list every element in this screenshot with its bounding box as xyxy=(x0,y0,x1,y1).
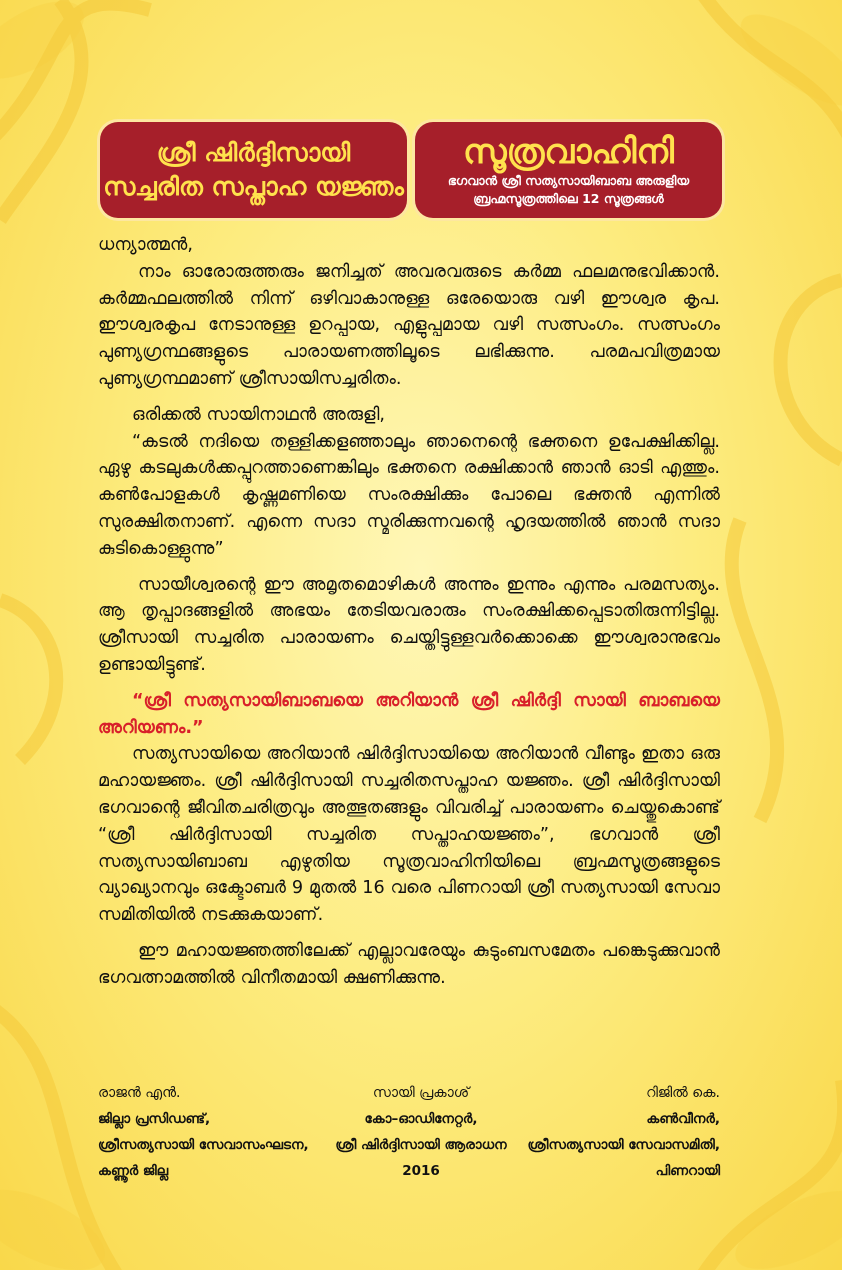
paragraph-sainath-said: ഒരിക്കൽ സായിനാഥൻ അരുളി, xyxy=(132,404,386,425)
event-title-badge xyxy=(100,122,407,218)
signatory-1 xyxy=(98,1080,328,1184)
signatory-name: സായി പ്രകാശ് xyxy=(372,1085,470,1101)
signatory-org: ശ്രീ ഷിർദ്ദിസായി ആരാധന xyxy=(335,1137,507,1153)
signatory-place: കണ്ണൂർ ജില്ല xyxy=(98,1163,169,1179)
signatory-org: ശ്രീസത്യസായി സേവാസംഘടന, xyxy=(98,1137,309,1153)
sutravahini-badge xyxy=(415,122,722,218)
signatory-role: കോ–ഓഡിനേറ്റർ, xyxy=(364,1111,478,1127)
highlight-quote: “ശ്രീ സത്യസായിബാബയെ അറിയാൻ ശ്രീ ഷിർദ്ദി സായി ബാബയെ അറിയണം.” xyxy=(98,690,720,738)
event-title-line1: ശ്രീ ഷിർദ്ദിസായി xyxy=(156,138,351,167)
signatory-role: ജില്ലാ പ്രസിഡണ്ട്, xyxy=(98,1111,211,1127)
signatory-place: പിണറായി xyxy=(655,1163,720,1179)
signatory-place: 2016 xyxy=(402,1163,440,1179)
salutation: ധന്യാത്മൻ, xyxy=(98,235,194,255)
signatory-org: ശ്രീസത്യസായി സേവാസമിതി, xyxy=(527,1137,720,1153)
sutravahini-subtitle-line2: ബ്രഹ്മസൂത്രത്തിലെ 12 സൂത്രങ്ങൾ xyxy=(473,191,664,206)
signatory-3 xyxy=(490,1080,720,1184)
sutravahini-title: സൂത്രവാഹിനി xyxy=(462,132,674,172)
quote-paragraph: “കടൽ നദിയെ തള്ളിക്കളഞ്ഞാലും ഞാനെന്റെ ഭക്തനെ ഉപേക്ഷിക്കില്ല. ഏഴു കടലുകൾക്കപ്പുറത്താണെങ്കിലും ഭക്തനെ രക്ഷിക്കാൻ ഞാൻ ഓടി എത്തും. കൺപോളകൾ കൃഷ്ണമണിയെ സംരക്ഷിക്കും പോലെ ഭക്തൻ എന്നിൽ സുരക്ഷിതനാണ്. എന്നെ സദാ സ്മരിക്കുന്നവന്റെ ഹൃദയത്തിൽ ഞാൻ സദാ കുടികൊള്ളുന്നു” xyxy=(98,431,720,559)
signatory-role: കൺവീനർ, xyxy=(646,1111,720,1127)
sutravahini-subtitle-line1: ഭഗവാൻ ശ്രീ സത്യസായിബാബ അരുളിയ xyxy=(447,173,690,188)
signatory-name: രാജൻ എൻ. xyxy=(98,1085,181,1101)
signatory-name: റിജിൽ കെ. xyxy=(646,1085,720,1101)
paragraph-amritha-mozhi: സായീശ്വരന്റെ ഈ അമൃതമൊഴികൾ അന്നും ഇന്നും എന്നും പരമസത്യം. ആ തൃപ്പാദങ്ങളിൽ അഭയം തേടിയവരാരും സംരക്ഷിക്കപ്പെടാതിരുന്നിട്ടില്ല. ശ്രീസായി സച്ചരിത പാരായണം ചെയ്തിട്ടുള്ളവർക്കൊക്കെ ഈശ്വരാനുഭവം ഉണ്ടായിട്ടുണ്ട്. xyxy=(98,574,720,675)
event-title-line2: സച്ചരിത സപ്താഹ യജ്ഞം xyxy=(103,172,404,201)
invitation-body xyxy=(98,232,720,992)
paragraph-mahayajnam: സത്യസായിയെ അറിയാൻ ഷിർദ്ദിസായിയെ അറിയാൻ വീണ്ടും ഇതാ ഒരു മഹായജ്ഞം. ശ്രീ ഷിർദ്ദിസായി സച്ചരിതസപ്താഹ യജ്ഞം. ശ്രീ ഷിർദ്ദിസായി ഭഗവാന്റെ ജീവിതചരിത്രവും അത്ഭുതങ്ങളും വിവരിച്ച് പാരായണം ചെയ്തുകൊണ്ട് “ശ്രീ ഷിർദ്ദിസായി സച്ചരിത സപ്താഹയജ്ഞം”, ഭഗവാൻ ശ്രീ സത്യസായിബാബ എഴുതിയ സൂത്രവാഹിനിയിലെ ബ്രഹ്മസൂത്രങ്ങളുടെ വ്യാഖ്യാനവും ഒക്ടോബർ 9 മുതൽ 16 വരെ പിണറായി ശ്രീ സത്യസായി സേവാ സമിതിയിൽ നടക്കുകയാണ്. xyxy=(98,744,720,926)
paragraph-karma: നാം ഓരോരുത്തരും ജനിച്ചത് അവരവരുടെ കർമ്മ ഫലമനുഭവിക്കാൻ. കർമ്മഫലത്തിൽ നിന്ന് ഒഴിവാകാനുള്ള ഒരേയൊരു വഴി ഈശ്വര കൃപ. ഈശ്വരകൃപ നേടാനുള്ള ഉറപ്പായ, എളുപ്പമായ വഴി സത്സംഗം. സത്സംഗം പുണ്യഗ്രന്ഥങ്ങളുടെ പാരായണത്തിലൂടെ ലഭിക്കുന്നു. പരമപവിത്രമായ പുണ്യഗ്രന്ഥമാണ് ശ്രീസായിസച്ചരിതം. xyxy=(98,261,720,389)
paragraph-invitation: ഈ മഹായജ്ഞത്തിലേക്ക് എല്ലാവരേയും കുടുംബസമേതം പങ്കെടുക്കുവാൻ ഭഗവത്നാമത്തിൽ വിനീതമായി ക്ഷണിക്കുന്നു. xyxy=(98,940,720,988)
